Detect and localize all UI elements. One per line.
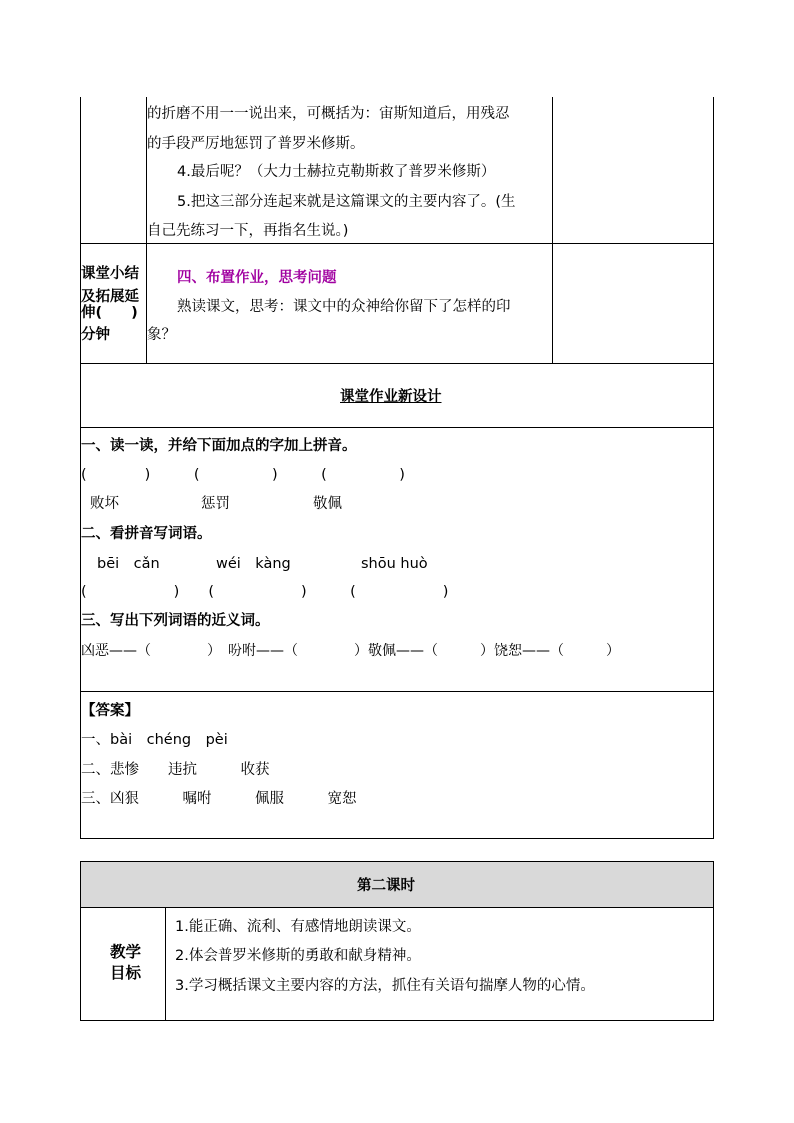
exercise-q1-title: 一、读一读，并给下面加点的字加上拼音。	[81, 438, 357, 454]
exercise-q2-brackets: ( ) ( ) ( )	[81, 584, 449, 600]
goal-item-3: 3.学习概括课文主要内容的方法，抓住有关语句揣摩人物的心情。	[175, 978, 595, 994]
table2-border-bottom	[80, 1020, 714, 1021]
summary-text-line-2: 象？	[147, 327, 176, 343]
table2-border-left	[80, 861, 81, 1021]
answer-1: 一、bài chéng pèi	[81, 732, 228, 748]
summary-label-line-2: 及拓展延	[81, 289, 139, 305]
row-divider-2	[80, 363, 714, 364]
col-divider-2	[552, 97, 553, 363]
goal-label-line-1: 教学	[110, 943, 142, 961]
homework-title: 课堂作业新设计	[340, 389, 442, 405]
row-divider-1	[80, 243, 714, 244]
continuation-line-3: 4.最后呢？（大力士赫拉克勒斯救了普罗米修斯）	[177, 164, 496, 180]
summary-label-line-3: 伸( )	[81, 305, 138, 321]
exercise-q1-word-1: 败坏	[90, 496, 119, 512]
summary-label-line-4: 分钟	[81, 327, 110, 343]
answer-2: 二、悲惨 违抗 收获	[81, 762, 270, 778]
table2-border-top	[80, 861, 714, 862]
goal-label-line-2: 目标	[110, 964, 142, 982]
exercise-q2-pinyin-2: wéi kàng	[216, 556, 291, 572]
table2-border-right	[713, 861, 714, 1021]
continuation-line-4: 5.把这三部分连起来就是这篇课文的主要内容了。(生	[177, 194, 516, 210]
exercise-q2-pinyin-3: shōu huò	[361, 556, 428, 572]
exercise-q1-brackets: ( ) ( ) ( )	[81, 467, 405, 483]
continuation-line-2: 的手段严厉地惩罚了普罗米修斯。	[147, 136, 365, 152]
table2-header-divider	[80, 907, 714, 908]
goal-item-2: 2.体会普罗米修斯的勇敢和献身精神。	[175, 948, 421, 964]
exercise-q3-line: 凶恶——（ ） 吩咐——（ ）敬佩——（ ）饶恕——（ ）	[81, 643, 620, 659]
summary-label-line-1: 课堂小结	[81, 266, 139, 282]
continuation-line-1: 的折磨不用一一说出来，可概括为：宙斯知道后，用残忍	[147, 106, 510, 122]
row-divider-4	[80, 691, 714, 692]
row-divider-3	[80, 427, 714, 428]
exercise-q2-pinyin-1: bēi cǎn	[97, 556, 160, 572]
answers-title: 【答案】	[81, 703, 139, 719]
answer-3: 三、凶狠 嘱咐 佩服 宽恕	[81, 791, 357, 807]
summary-heading: 四、布置作业，思考问题	[177, 270, 337, 286]
exercise-q1-word-2: 惩罚	[201, 496, 230, 512]
exercise-q3-title: 三、写出下列词语的近义词。	[81, 613, 270, 629]
continuation-line-5: 自己先练习一下，再指名生说。)	[147, 223, 349, 239]
goal-item-1: 1.能正确、流利、有感情地朗读课文。	[175, 919, 421, 935]
table-border-bottom	[80, 838, 714, 839]
exercise-q1-word-3: 敬佩	[313, 496, 342, 512]
exercise-q2-title: 二、看拼音写词语。	[81, 526, 212, 542]
lesson-header: 第二课时	[357, 878, 415, 894]
table-border-right	[713, 97, 714, 839]
table2-col-divider	[165, 907, 166, 1020]
summary-text-line-1: 熟读课文，思考：课文中的众神给你留下了怎样的印	[177, 299, 511, 315]
